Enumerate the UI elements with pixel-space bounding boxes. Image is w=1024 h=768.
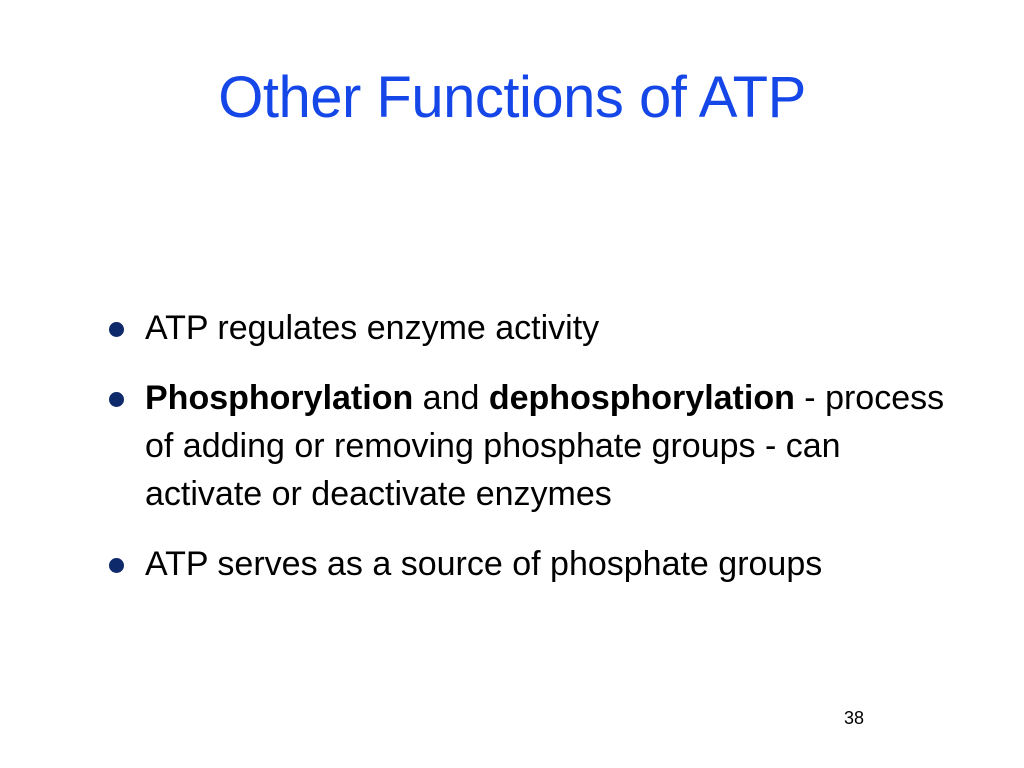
slide-title: Other Functions of ATP xyxy=(218,65,806,130)
page-number: 38 xyxy=(843,708,864,728)
term-dephosphorylation: dephosphorylation xyxy=(488,379,795,417)
bullet-dot-icon xyxy=(109,322,124,337)
bullet-dot-icon xyxy=(109,392,124,407)
bullet-text: ATP regulates enzyme activity xyxy=(145,309,600,347)
bullet-text: - process of adding or removing phosphate groups - can activate or deactivate enzymes xyxy=(145,379,945,513)
bullet-list xyxy=(105,304,965,610)
connector-text: and xyxy=(413,379,489,417)
bullet-dot-icon xyxy=(109,558,124,573)
term-phosphorylation: Phosphorylation xyxy=(145,379,414,417)
bullet-item-3 xyxy=(105,540,965,588)
bullet-text: ATP serves as a source of phosphate groups xyxy=(145,545,823,583)
bullet-item-2 xyxy=(105,374,965,518)
bullet-item-1 xyxy=(105,304,965,352)
